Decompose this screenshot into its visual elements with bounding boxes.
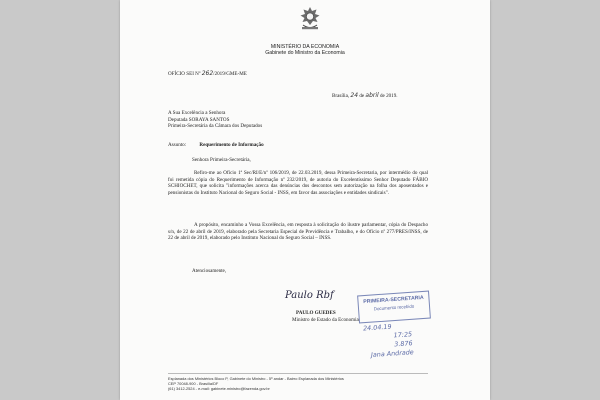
date-middle: de bbox=[359, 93, 365, 99]
salutation: Senhora Primeira-Secretária, bbox=[192, 157, 251, 163]
footer-line: (61) 3412-2524 - e-mail: gabinete.ministro@fazenda.gov.br bbox=[168, 386, 270, 391]
paragraph-1: Refiro-me ao Ofício 1ª Sec/RI/E/nº 106/2019, de 22.03.2019, dessa Primeira-Secretaria, por intermédio do qual foi remetida cópia do Requerimento de Informação nº 232/2019, de autoria do Excelentíssimo Senhor Deputado FÁBIO SCHIOCHET, que solicita "informações acerca das denúncias dos descontos sem autorização na folha dos aposentados e pensionistas do Instituto Nacional do Seguro Social - INSS, em favor das associações e entidades sindicais". bbox=[168, 170, 428, 196]
date-month-handwritten: abril bbox=[365, 92, 379, 99]
date-day-handwritten: 24 bbox=[350, 92, 359, 99]
coat-of-arms-icon bbox=[297, 6, 323, 32]
stamp-title: PRIMEIRA-SECRETARIA bbox=[363, 294, 424, 306]
closing: Atenciosamente, bbox=[192, 268, 227, 274]
stamp-protocol: 3.876 bbox=[394, 339, 413, 349]
date-line bbox=[332, 93, 398, 100]
signer-name: PAULO GUEDES bbox=[296, 310, 336, 316]
footer-line: Esplanada dos Ministérios Bloco P, Gabinete do Ministro - 5º andar - Bairro Esplanada dos Ministérios bbox=[168, 376, 344, 381]
ministry-name: MINISTÉRIO DA ECONOMIA bbox=[270, 44, 340, 50]
subject-text: Requerimento de Informação bbox=[199, 142, 264, 148]
office-name: Gabinete do Ministro da Economia bbox=[265, 50, 345, 56]
footer-divider bbox=[168, 373, 428, 374]
recipient-block bbox=[168, 110, 262, 130]
stamp-subtitle: Documento recebido bbox=[373, 303, 415, 312]
subject-line bbox=[168, 142, 264, 149]
date-suffix: de 2019. bbox=[380, 93, 398, 99]
stamp-date: 24.04.19 bbox=[362, 322, 392, 333]
oficio-prefix: OFÍCIO SEI Nº bbox=[168, 71, 201, 77]
oficio-number-line bbox=[168, 71, 247, 78]
oficio-suffix: /2019/GME-ME bbox=[213, 71, 247, 77]
recipient-line: Deputada SORAYA SANTOS bbox=[168, 116, 230, 123]
oficio-number-handwritten: 262 bbox=[201, 70, 214, 77]
footer-line: CEP 70048-900 - Brasília/DF bbox=[168, 381, 219, 386]
recipient-line: A Sua Excelência a Senhora bbox=[168, 110, 226, 116]
stamp-handwriting bbox=[363, 320, 437, 361]
subject-label: Assunto: bbox=[168, 142, 187, 148]
recipient-line: Primeira-Secretária da Câmara dos Deputados bbox=[168, 123, 263, 130]
signature: Paulo Rbf bbox=[285, 290, 334, 301]
received-stamp bbox=[357, 291, 431, 324]
document-page bbox=[120, 0, 490, 400]
paragraph-2: A propósito, encaminho a Vossa Excelência, em resposta à solicitação do ilustre parlamentar, cópia do Despacho s/n, de 22 de abril de 2019, elaborado pela Secretaria Especial de Previdência e Trabalho, e do Ofício nº 277/PRES/INSS, de 22 de abril de 2019, elaborado pelo Instituto Nacional do Seguro Social – INSS. bbox=[168, 222, 428, 242]
stamp-time: 17:25 bbox=[393, 330, 413, 340]
stamp-receiver: Jana Andrade bbox=[370, 348, 414, 360]
signer-title: Ministro de Estado da Economia bbox=[292, 317, 359, 323]
date-prefix: Brasília, bbox=[332, 93, 350, 99]
